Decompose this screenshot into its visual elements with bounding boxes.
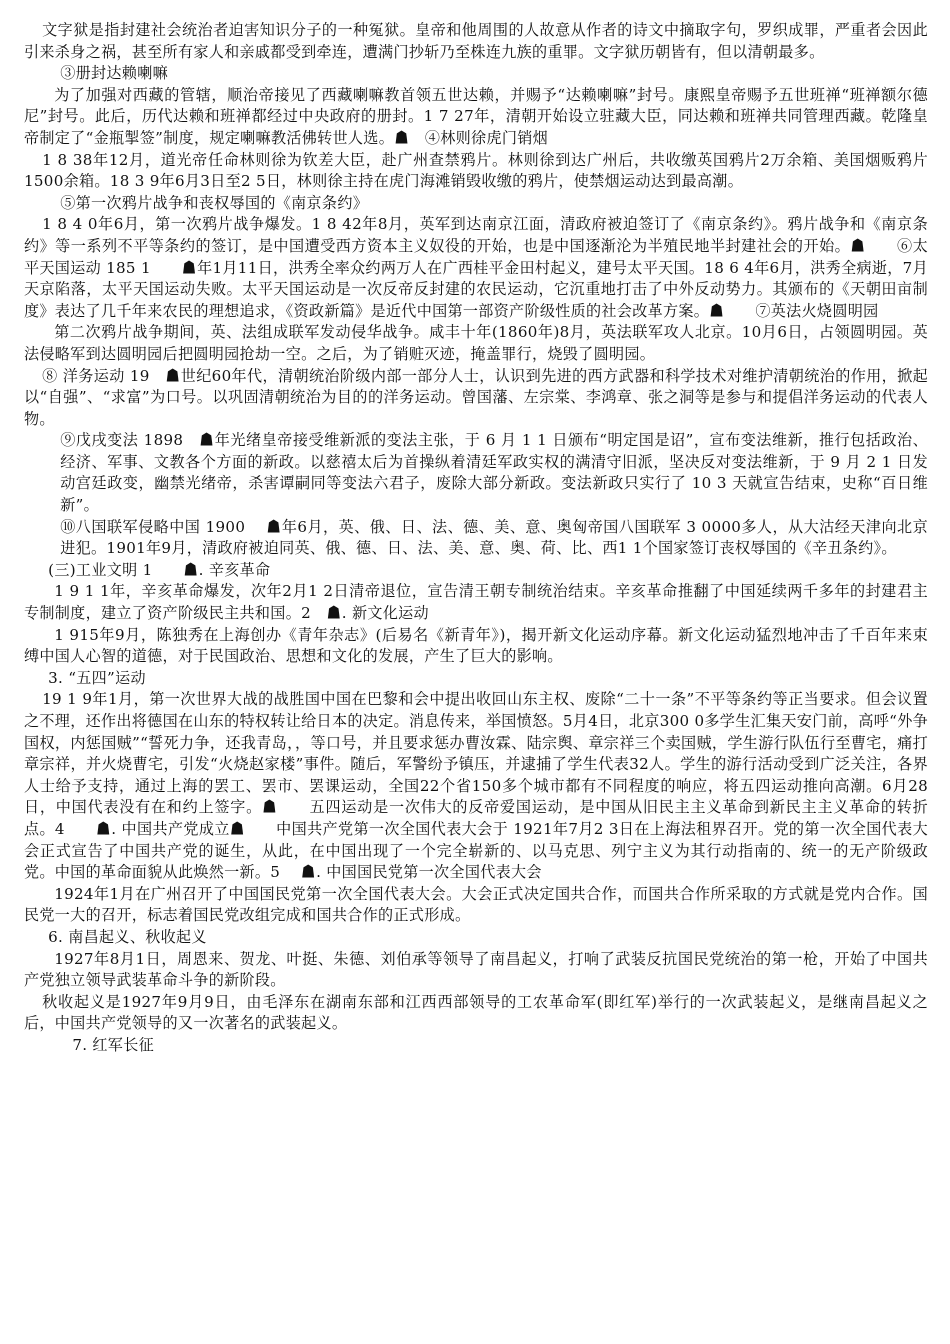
heading-may-fourth: 3. “五四”运动 xyxy=(48,668,146,687)
paragraph-xinhai: 1 9 1 1年，辛亥革命爆发，次年2月1 2日清帝退位，宣告清王朝专制统治结束。辛亥革命推翻了中国延续两千多年的封建君主专制制度，建立了资产阶级民主共和国。2 ☗. 新文化运动 xyxy=(24,582,928,623)
paragraph-autumn-harvest: 秋收起义是1927年9月9日，由毛泽东在湖南东部和江西西部领导的工农革命军(即红军)举行的一次武装起义，是继南昌起义之后，中国共产党领导的又一次著名的武装起义。 xyxy=(24,992,928,1033)
paragraph-nanchang: 1927年8月1日，周恩来、贺龙、叶挺、朱德、刘伯承等领导了南昌起义，打响了武装反抗国民党统治的第一枪，开始了中国共产党独立领导武装革命斗争的新阶段。 xyxy=(24,949,928,990)
heading-uprisings: 6. 南昌起义、秋收起义 xyxy=(48,927,207,946)
heading-long-march: 7. 红军长征 xyxy=(72,1035,154,1054)
paragraph-eight-nation: ⑩八国联军侵略中国 1900 ☗年6月，英、俄、日、法、德、美、意、奥匈帝国八国联军 3 0000多人，从大沽经天津向北京进犯。1901年9月，清政府被迫同英、俄、德、日、法、美、意、奥、荷、比、西1 1个国家签订丧权辱国的《辛丑条约》。 xyxy=(60,517,928,558)
heading-industrial-civilization: (三)工业文明 1 ☗. 辛亥革命 xyxy=(48,560,271,579)
paragraph-westernization: ⑧ 洋务运动 19 ☗世纪60年代，清朝统治阶级内部一部分人士，认识到先进的西方武器和科学技术对维护清朝统治的作用，掀起以“自强”、“求富”为口号。以巩固清朝统治为目的的洋务运动。曾国藩、左宗棠、李鸿章、张之洞等是参与和提倡洋务运动的代表人物。 xyxy=(24,366,928,428)
heading-opium-war: ⑤第一次鸦片战争和丧权辱国的《南京条约》 xyxy=(60,193,369,212)
paragraph-opium-war: 1 8 4 0年6月，第一次鸦片战争爆发。1 8 42年8月，英军到达南京江面，清政府被迫签订了《南京条约》。鸦片战争和《南京条约》等一系列不平等条约的签订，是中国遭受西方资本主义奴役的开始，也是中国逐渐沦为半殖民地半封建社会的开始。☗ ⑥太平天国运动 185 1 ☗年1月11日，洪秀全率众约两万人在广西桂平金田村起义，建号太平天国。18 6 4年6月，洪秀全病逝，7月天京陷落，太平天国运动失败。太平天国运动是一次反帝反封建的农民运动，它沉重地打击了中外反动势力。其颁布的《天朝田亩制度》表达了几千年来农民的理想追求，《资政新篇》是近代中国第一部资产阶级性质的社会改革方案。☗ ⑦英法火烧圆明园 xyxy=(24,215,928,320)
heading-dalai-lama: ③册封达赖喇嘛 xyxy=(60,64,168,83)
paragraph-literary-inquisition: 文字狱是指封建社会统治者迫害知识分子的一种冤狱。皇帝和他周围的人故意从作者的诗文中摘取字句，罗织成罪，严重者会因此引来杀身之祸，甚至所有家人和亲戚都受到牵连，遭满门抄斩乃至株连九族的重罪。文字狱历朝皆有，但以清朝最多。 xyxy=(24,21,928,61)
paragraph-may-fourth: 19 1 9年1月，第一次世界大战的战胜国中国在巴黎和会中提出收回山东主权、废除“二十一条”不平等条约等正当要求。但会议置之不理，还作出将德国在山东的特权转让给日本的决定。消息传来，举国愤怒。5月4日，北京300 0多学生汇集天安门前，高呼“外争国权，内惩国贼”“誓死力争，还我青岛，，等口号，并且要求惩办曹汝霖、陆宗舆、章宗祥三个卖国贼，学生游行队伍行至曹宅，痛打章宗祥，并火烧曹宅，引发“火烧赵家楼”事件。随后，军警纷予镇压，并逮捕了学生代表32人。学生的游行活动受到广泛关注，各界人士给予支持，通过上海的罢工、罢市、罢课运动，全国22个省150多个城市都有不同程度的响应，将五四运动推向高潮。6月28日，中国代表没有在和约上签字。☗ 五四运动是一次伟大的反帝爱国运动，是中国从旧民主主义革命到新民主主义革命的转折点。4 ☗. 中国共产党成立☗ 中国共产党第一次全国代表大会于 1921年7月2 3日在上海法租界召开。党的第一次全国代表大会正式宣告了中国共产党的诞生，从此，在中国出现了一个完全崭新的、以马克思、列宁主义为其行动指南的、统一的无产阶级政党。中国的革命面貌从此焕然一新。5 ☗. 中国国民党第一次全国代表大会 xyxy=(24,690,928,882)
paragraph-humen-opium: 1 8 38年12月，道光帝任命林则徐为钦差大臣，赴广州查禁鸦片。林则徐到达广州后，共收缴英国鸦片2万余箱、美国烟贩鸦片1500余箱。18 3 9年6月3日至2 5日，林则徐主持在虎门海滩销毁收缴的鸦片，使禁烟运动达到最高潮。 xyxy=(24,150,928,191)
paragraph-dalai-lama: 为了加强对西藏的管辖，顺治帝接见了西藏喇嘛教首领五世达赖，并赐予“达赖喇嘛”封号。康熙皇帝赐予五世班禅“班禅额尔德尼”封号。此后，历代达赖和班禅都经过中央政府的册封。1 7 27年，清朝开始设立驻藏大臣，同达赖和班禅共同管理西藏。乾隆皇帝制定了“金瓶掣签”制度，规定喇嘛教活佛转世人选。☗ ④林则徐虎门销烟 xyxy=(24,85,928,147)
paragraph-yuanmingyuan: 第二次鸦片战争期间，英、法组成联军发动侵华战争。咸丰十年(1860年)8月，英法联军攻人北京。10月6日，占领圆明园。英法侵略军到达圆明园后把圆明园抢劫一空。之后，为了销赃灭迹，掩盖罪行，烧毁了圆明园。 xyxy=(24,323,928,363)
paragraph-kmt-congress: 1924年1月在广州召开了中国国民党第一次全国代表大会。大会正式决定国共合作，而国共合作所采取的方式就是党内合作。国民党一大的召开，标志着国民党改组完成和国共合作的正式形成。 xyxy=(24,884,928,925)
paragraph-reform-1898: ⑨戊戌变法 1898 ☗年光绪皇帝接受维新派的变法主张，于 6 月 1 1 日颁布“明定国是诏”，宣布变法维新，推行包括政治、经济、军事、文教各个方面的新政。以慈禧太后为首操纵着清廷军政实权的满清守旧派，坚决反对变法维新，于 9 月 2 1 日发动宫廷政变，幽禁光绪帝，杀害谭嗣同等变法六君子，废除大部分新政。变法新政只实行了 10 3 天就宣告结束，史称“百日维新”。 xyxy=(60,431,928,515)
paragraph-new-culture: 1 915年9月，陈独秀在上海创办《青年杂志》(后易名《新青年》)，揭开新文化运动序幕。新文化运动猛烈地冲击了千百年来束缚中国人心智的道德，对于民国政治、思想和文化的发展，产生了巨大的影响。 xyxy=(24,625,928,666)
